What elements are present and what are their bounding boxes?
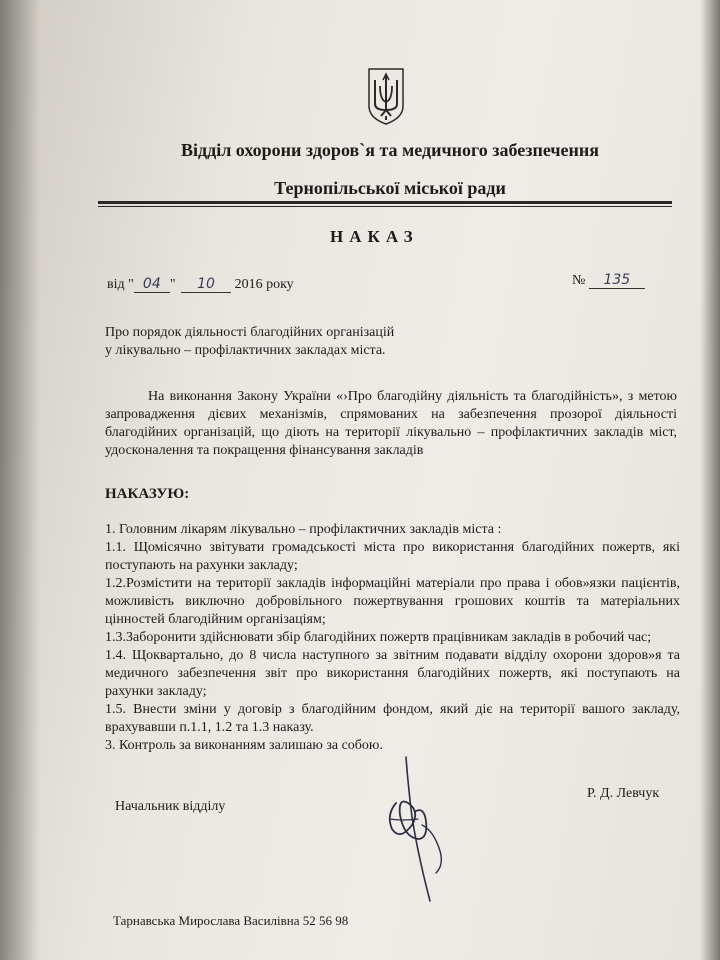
item-line: поступають на рахунки закладу; xyxy=(105,558,298,573)
council-name: Тернопільської міської ради xyxy=(274,178,506,198)
item-line: цінностей благодійним організаціям; xyxy=(105,612,326,627)
item-line: рахунки закладу; xyxy=(105,684,207,699)
handwritten-signature xyxy=(378,755,458,905)
order-number-label: № xyxy=(572,273,586,288)
page-shadow-left xyxy=(0,0,40,960)
date-close-quote: " xyxy=(169,277,176,292)
date-open-quote: " xyxy=(128,277,134,292)
item-line: 1.3.Заборонити здійснювати збір благодійних пожертв працівникам закладів в робочий час; xyxy=(105,630,652,645)
executor-contact: Тарнавська Мирослава Василівна 52 56 98 xyxy=(113,913,349,928)
preamble-line: благодійних організацій, що діють на території лікувально – профілактичних закладів міст, xyxy=(105,425,677,440)
subject-line-1: Про порядок діяльності благодійних організацій xyxy=(105,325,395,340)
item-line: врахувавши п.1.1, 1.2 та 1.3 наказу. xyxy=(105,720,314,735)
item-line: 3. Контроль за виконанням залишаю за собою. xyxy=(105,738,383,753)
signatory-position: Начальник відділу xyxy=(115,799,226,814)
item-line: 1.2.Розмістити на території закладів інформаційні матеріали про права і обов»язки пацієнтів, xyxy=(105,576,680,591)
date-day: 04 xyxy=(134,276,170,293)
preamble-line: удосконалення та покращення фінансування закладів xyxy=(105,443,424,458)
preamble-line: На виконання Закону України «›Про благодійну діяльність та благодійність», з метою xyxy=(148,389,677,404)
order-heading: НАКАЗУЮ: xyxy=(105,486,190,502)
preamble-line: запровадження дієвих механізмів, спрямованих на забезпечення прозорої діяльності xyxy=(105,407,677,422)
item-line: 1. Головним лікарям лікувально – профілактичних закладів міста : xyxy=(105,522,502,537)
header-rule-thick xyxy=(98,201,672,204)
item-line: 1.4. Щоквартально, до 8 числа наступного за звітним подавати відділу охорони здоров»я та xyxy=(105,648,680,663)
page-shadow-right xyxy=(700,0,720,960)
subject-line-2: у лікувально – профілактичних закладах міста. xyxy=(105,343,386,358)
order-number-value: 135 xyxy=(589,272,645,289)
date-prefix: від xyxy=(107,277,125,292)
date-line xyxy=(107,276,294,293)
item-line: медичного забезпечення звіт про використання благодійних пожертв, які поступають на xyxy=(105,666,680,681)
order-items xyxy=(105,521,680,755)
order-number xyxy=(572,272,645,289)
item-line: 1.1. Щомісячно звітувати громадськості міста про використання благодійних пожертв, які xyxy=(105,540,680,555)
item-line: можливість виключно добровільного пожертвування грошових коштів та матеріальних xyxy=(105,594,680,609)
date-month: 10 xyxy=(181,276,231,293)
department-name: Відділ охорони здоров`я та медичного забезпечення xyxy=(180,140,600,160)
date-year: 2016 року xyxy=(234,277,294,292)
item-line: 1.5. Внести зміни у договір з благодійним фондом, який діє на території вашого закладу, xyxy=(105,702,680,717)
header-rule-thin xyxy=(98,206,672,207)
document-title: НАКАЗ xyxy=(330,227,419,246)
trident-emblem-icon xyxy=(366,66,406,126)
preamble xyxy=(105,388,677,460)
signatory-name: Р. Д. Левчук xyxy=(587,786,660,801)
